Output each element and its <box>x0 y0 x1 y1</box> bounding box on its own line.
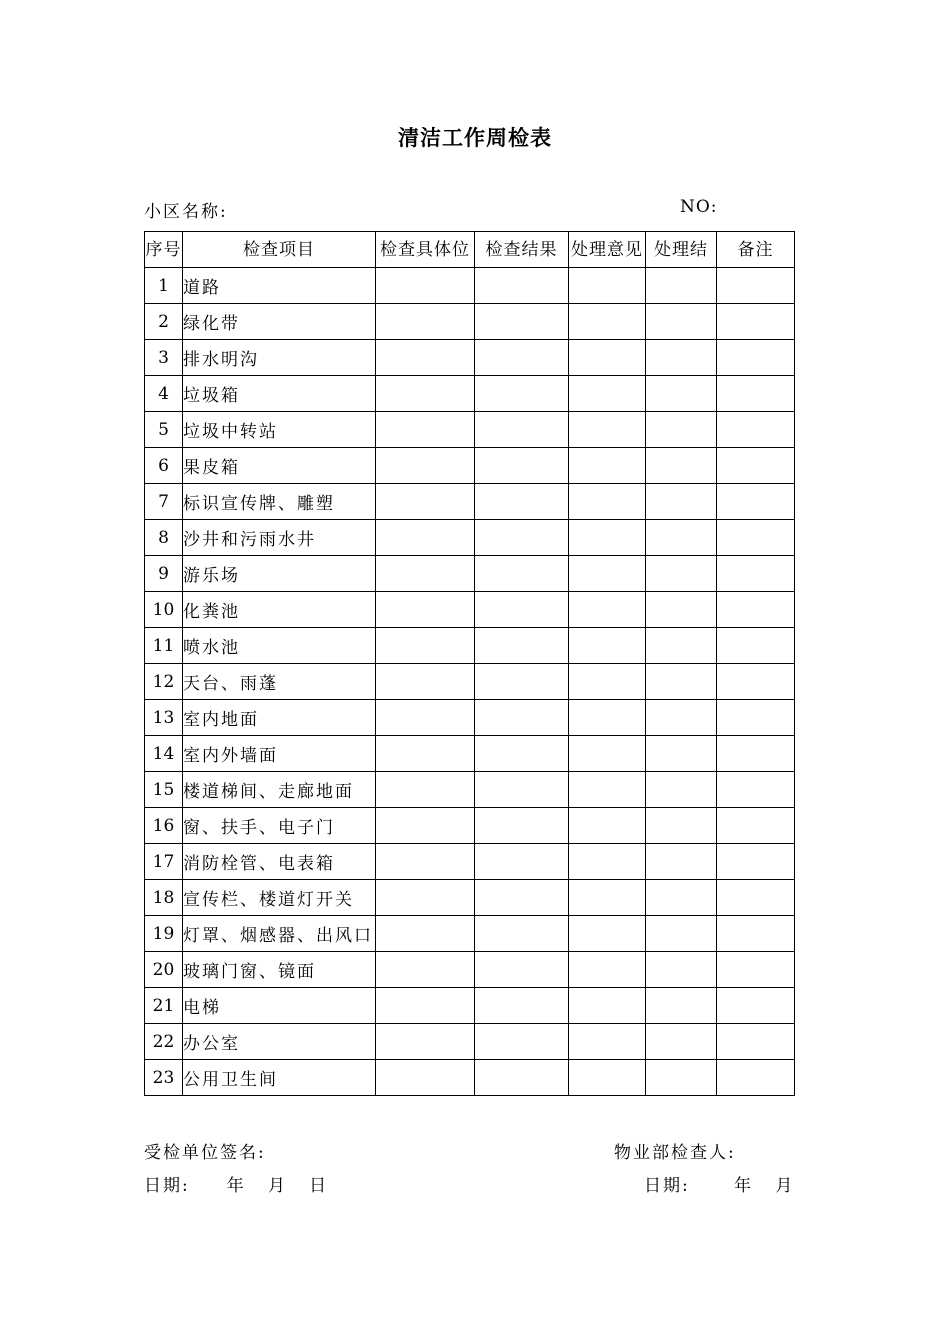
cell-result[interactable] <box>475 988 569 1024</box>
header-location: 检查具体位 <box>376 232 475 268</box>
cell-remarks[interactable] <box>717 808 795 844</box>
cell-result[interactable] <box>475 916 569 952</box>
header-remarks: 备注 <box>717 232 795 268</box>
cell-remarks[interactable] <box>717 952 795 988</box>
cell-result[interactable] <box>475 1060 569 1096</box>
row-item: 室内外墙面 <box>183 736 376 772</box>
row-serial: 15 <box>145 772 183 808</box>
cell-opinion[interactable] <box>569 808 646 844</box>
cell-outcome[interactable] <box>646 844 717 880</box>
table-row <box>145 952 795 988</box>
row-serial: 17 <box>145 844 183 880</box>
row-serial: 14 <box>145 736 183 772</box>
cell-result[interactable] <box>475 736 569 772</box>
cell-outcome[interactable] <box>646 988 717 1024</box>
row-item: 楼道梯间、走廊地面 <box>183 772 376 808</box>
cell-outcome[interactable] <box>646 592 717 628</box>
cell-opinion[interactable] <box>569 772 646 808</box>
row-serial: 8 <box>145 520 183 556</box>
row-item: 消防栓管、电表箱 <box>183 844 376 880</box>
cell-opinion[interactable] <box>569 484 646 520</box>
cell-remarks[interactable] <box>717 988 795 1024</box>
cell-remarks[interactable] <box>717 484 795 520</box>
row-item: 电梯 <box>183 988 376 1024</box>
row-serial: 11 <box>145 628 183 664</box>
cell-remarks[interactable] <box>717 1024 795 1060</box>
header-item: 检查项目 <box>183 232 376 268</box>
table-row <box>145 448 795 484</box>
table-row <box>145 304 795 340</box>
cell-remarks[interactable] <box>717 1060 795 1096</box>
row-serial: 18 <box>145 880 183 916</box>
cell-opinion[interactable] <box>569 736 646 772</box>
row-serial: 13 <box>145 700 183 736</box>
cell-remarks[interactable] <box>717 520 795 556</box>
cell-outcome[interactable] <box>646 448 717 484</box>
table-row <box>145 340 795 376</box>
cell-opinion[interactable] <box>569 952 646 988</box>
row-item: 化粪池 <box>183 592 376 628</box>
cell-outcome[interactable] <box>646 628 717 664</box>
table-row <box>145 592 795 628</box>
cell-result[interactable] <box>475 376 569 412</box>
cell-location[interactable] <box>376 628 475 664</box>
row-serial: 12 <box>145 664 183 700</box>
cell-opinion[interactable] <box>569 628 646 664</box>
row-serial: 9 <box>145 556 183 592</box>
cell-remarks[interactable] <box>717 340 795 376</box>
cell-remarks[interactable] <box>717 772 795 808</box>
cell-opinion[interactable] <box>569 1060 646 1096</box>
cell-outcome[interactable] <box>646 484 717 520</box>
cell-result[interactable] <box>475 520 569 556</box>
inspection-table <box>144 231 795 1096</box>
cell-location[interactable] <box>376 592 475 628</box>
cell-location[interactable] <box>376 304 475 340</box>
cell-location[interactable] <box>376 700 475 736</box>
cell-opinion[interactable] <box>569 304 646 340</box>
cell-result[interactable] <box>475 592 569 628</box>
row-item: 标识宣传牌、雕塑 <box>183 484 376 520</box>
cell-location[interactable] <box>376 772 475 808</box>
row-item: 天台、雨蓬 <box>183 664 376 700</box>
row-serial: 10 <box>145 592 183 628</box>
cell-outcome[interactable] <box>646 1060 717 1096</box>
cell-outcome[interactable] <box>646 376 717 412</box>
row-item: 排水明沟 <box>183 340 376 376</box>
cell-result[interactable] <box>475 952 569 988</box>
cell-location[interactable] <box>376 376 475 412</box>
cell-remarks[interactable] <box>717 304 795 340</box>
cell-result[interactable] <box>475 304 569 340</box>
row-item: 灯罩、烟感器、出风口 <box>183 916 376 952</box>
cell-opinion[interactable] <box>569 340 646 376</box>
cell-location[interactable] <box>376 448 475 484</box>
table-row <box>145 844 795 880</box>
community-name-label: 小区名称: <box>144 202 228 222</box>
cell-remarks[interactable] <box>717 376 795 412</box>
cell-result[interactable] <box>475 700 569 736</box>
row-item: 室内地面 <box>183 700 376 736</box>
row-serial: 3 <box>145 340 183 376</box>
cell-opinion[interactable] <box>569 268 646 304</box>
row-item: 喷水池 <box>183 628 376 664</box>
table-row <box>145 700 795 736</box>
inspector-label: 物业部检查人: <box>614 1143 736 1163</box>
cell-outcome[interactable] <box>646 412 717 448</box>
cell-remarks[interactable] <box>717 412 795 448</box>
row-serial: 5 <box>145 412 183 448</box>
cell-remarks[interactable] <box>717 916 795 952</box>
header-result: 检查结果 <box>475 232 569 268</box>
header-serial: 序号 <box>145 232 183 268</box>
table-row <box>145 736 795 772</box>
cell-result[interactable] <box>475 412 569 448</box>
cell-location[interactable] <box>376 1060 475 1096</box>
row-item: 绿化带 <box>183 304 376 340</box>
cell-outcome[interactable] <box>646 952 717 988</box>
cell-outcome[interactable] <box>646 808 717 844</box>
cell-result[interactable] <box>475 844 569 880</box>
cell-outcome[interactable] <box>646 340 717 376</box>
row-serial: 7 <box>145 484 183 520</box>
table-row <box>145 1060 795 1096</box>
cell-outcome[interactable] <box>646 916 717 952</box>
row-item: 办公室 <box>183 1024 376 1060</box>
cell-opinion[interactable] <box>569 1024 646 1060</box>
table-row <box>145 808 795 844</box>
table-row <box>145 880 795 916</box>
row-item: 窗、扶手、电子门 <box>183 808 376 844</box>
cell-opinion[interactable] <box>569 448 646 484</box>
cell-remarks[interactable] <box>717 628 795 664</box>
cell-location[interactable] <box>376 952 475 988</box>
table-row <box>145 628 795 664</box>
row-item: 垃圾中转站 <box>183 412 376 448</box>
table-header-row <box>145 232 795 268</box>
cell-remarks[interactable] <box>717 268 795 304</box>
row-item: 游乐场 <box>183 556 376 592</box>
table-row <box>145 664 795 700</box>
inspected-unit-signature-label: 受检单位签名: <box>144 1143 266 1163</box>
row-item: 果皮箱 <box>183 448 376 484</box>
row-serial: 22 <box>145 1024 183 1060</box>
row-serial: 6 <box>145 448 183 484</box>
cell-outcome[interactable] <box>646 772 717 808</box>
row-item: 宣传栏、楼道灯开关 <box>183 880 376 916</box>
row-serial: 23 <box>145 1060 183 1096</box>
table-row <box>145 988 795 1024</box>
cell-location[interactable] <box>376 556 475 592</box>
cell-location[interactable] <box>376 484 475 520</box>
form-number-label: NO: <box>680 197 718 217</box>
cell-location[interactable] <box>376 664 475 700</box>
cell-remarks[interactable] <box>717 664 795 700</box>
cell-location[interactable] <box>376 880 475 916</box>
cell-location[interactable] <box>376 340 475 376</box>
cell-location[interactable] <box>376 1024 475 1060</box>
cell-outcome[interactable] <box>646 700 717 736</box>
cell-opinion[interactable] <box>569 376 646 412</box>
header-outcome: 处理结 <box>646 232 717 268</box>
cell-location[interactable] <box>376 736 475 772</box>
cell-outcome[interactable] <box>646 304 717 340</box>
cell-outcome[interactable] <box>646 880 717 916</box>
cell-outcome[interactable] <box>646 268 717 304</box>
table-row <box>145 376 795 412</box>
table-row <box>145 1024 795 1060</box>
row-serial: 16 <box>145 808 183 844</box>
cell-result[interactable] <box>475 448 569 484</box>
row-item: 沙井和污雨水井 <box>183 520 376 556</box>
cell-opinion[interactable] <box>569 880 646 916</box>
cell-location[interactable] <box>376 412 475 448</box>
table-row <box>145 484 795 520</box>
cell-result[interactable] <box>475 484 569 520</box>
cell-remarks[interactable] <box>717 880 795 916</box>
cell-result[interactable] <box>475 268 569 304</box>
row-serial: 4 <box>145 376 183 412</box>
row-serial: 1 <box>145 268 183 304</box>
cell-outcome[interactable] <box>646 556 717 592</box>
table-row <box>145 268 795 304</box>
row-item: 道路 <box>183 268 376 304</box>
page-title: 清洁工作周检表 <box>398 125 552 150</box>
row-item: 公用卫生间 <box>183 1060 376 1096</box>
row-serial: 21 <box>145 988 183 1024</box>
cell-opinion[interactable] <box>569 520 646 556</box>
cell-result[interactable] <box>475 556 569 592</box>
cell-outcome[interactable] <box>646 1024 717 1060</box>
cell-opinion[interactable] <box>569 412 646 448</box>
date-left: 日期: 年 月 日 <box>144 1176 329 1196</box>
cell-result[interactable] <box>475 628 569 664</box>
row-serial: 2 <box>145 304 183 340</box>
header-opinion: 处理意见 <box>569 232 646 268</box>
cell-result[interactable] <box>475 664 569 700</box>
table-row <box>145 412 795 448</box>
cell-location[interactable] <box>376 844 475 880</box>
cell-remarks[interactable] <box>717 592 795 628</box>
cell-remarks[interactable] <box>717 448 795 484</box>
cell-opinion[interactable] <box>569 988 646 1024</box>
cell-result[interactable] <box>475 772 569 808</box>
cell-opinion[interactable] <box>569 556 646 592</box>
cell-outcome[interactable] <box>646 520 717 556</box>
table-row <box>145 916 795 952</box>
cell-remarks[interactable] <box>717 700 795 736</box>
cell-result[interactable] <box>475 340 569 376</box>
table-row <box>145 556 795 592</box>
cell-opinion[interactable] <box>569 700 646 736</box>
cell-outcome[interactable] <box>646 736 717 772</box>
row-item: 玻璃门窗、镜面 <box>183 952 376 988</box>
table-row <box>145 772 795 808</box>
date-right: 日期: 年 月 <box>644 1176 795 1196</box>
cell-location[interactable] <box>376 520 475 556</box>
cell-remarks[interactable] <box>717 556 795 592</box>
row-serial: 19 <box>145 916 183 952</box>
cell-result[interactable] <box>475 880 569 916</box>
cell-opinion[interactable] <box>569 592 646 628</box>
row-serial: 20 <box>145 952 183 988</box>
cell-location[interactable] <box>376 268 475 304</box>
cell-result[interactable] <box>475 808 569 844</box>
row-item: 垃圾箱 <box>183 376 376 412</box>
cell-location[interactable] <box>376 916 475 952</box>
cell-location[interactable] <box>376 988 475 1024</box>
cell-result[interactable] <box>475 1024 569 1060</box>
cell-opinion[interactable] <box>569 664 646 700</box>
cell-remarks[interactable] <box>717 844 795 880</box>
cell-outcome[interactable] <box>646 664 717 700</box>
cell-location[interactable] <box>376 808 475 844</box>
cell-opinion[interactable] <box>569 844 646 880</box>
cell-opinion[interactable] <box>569 916 646 952</box>
table-row <box>145 520 795 556</box>
cell-remarks[interactable] <box>717 736 795 772</box>
